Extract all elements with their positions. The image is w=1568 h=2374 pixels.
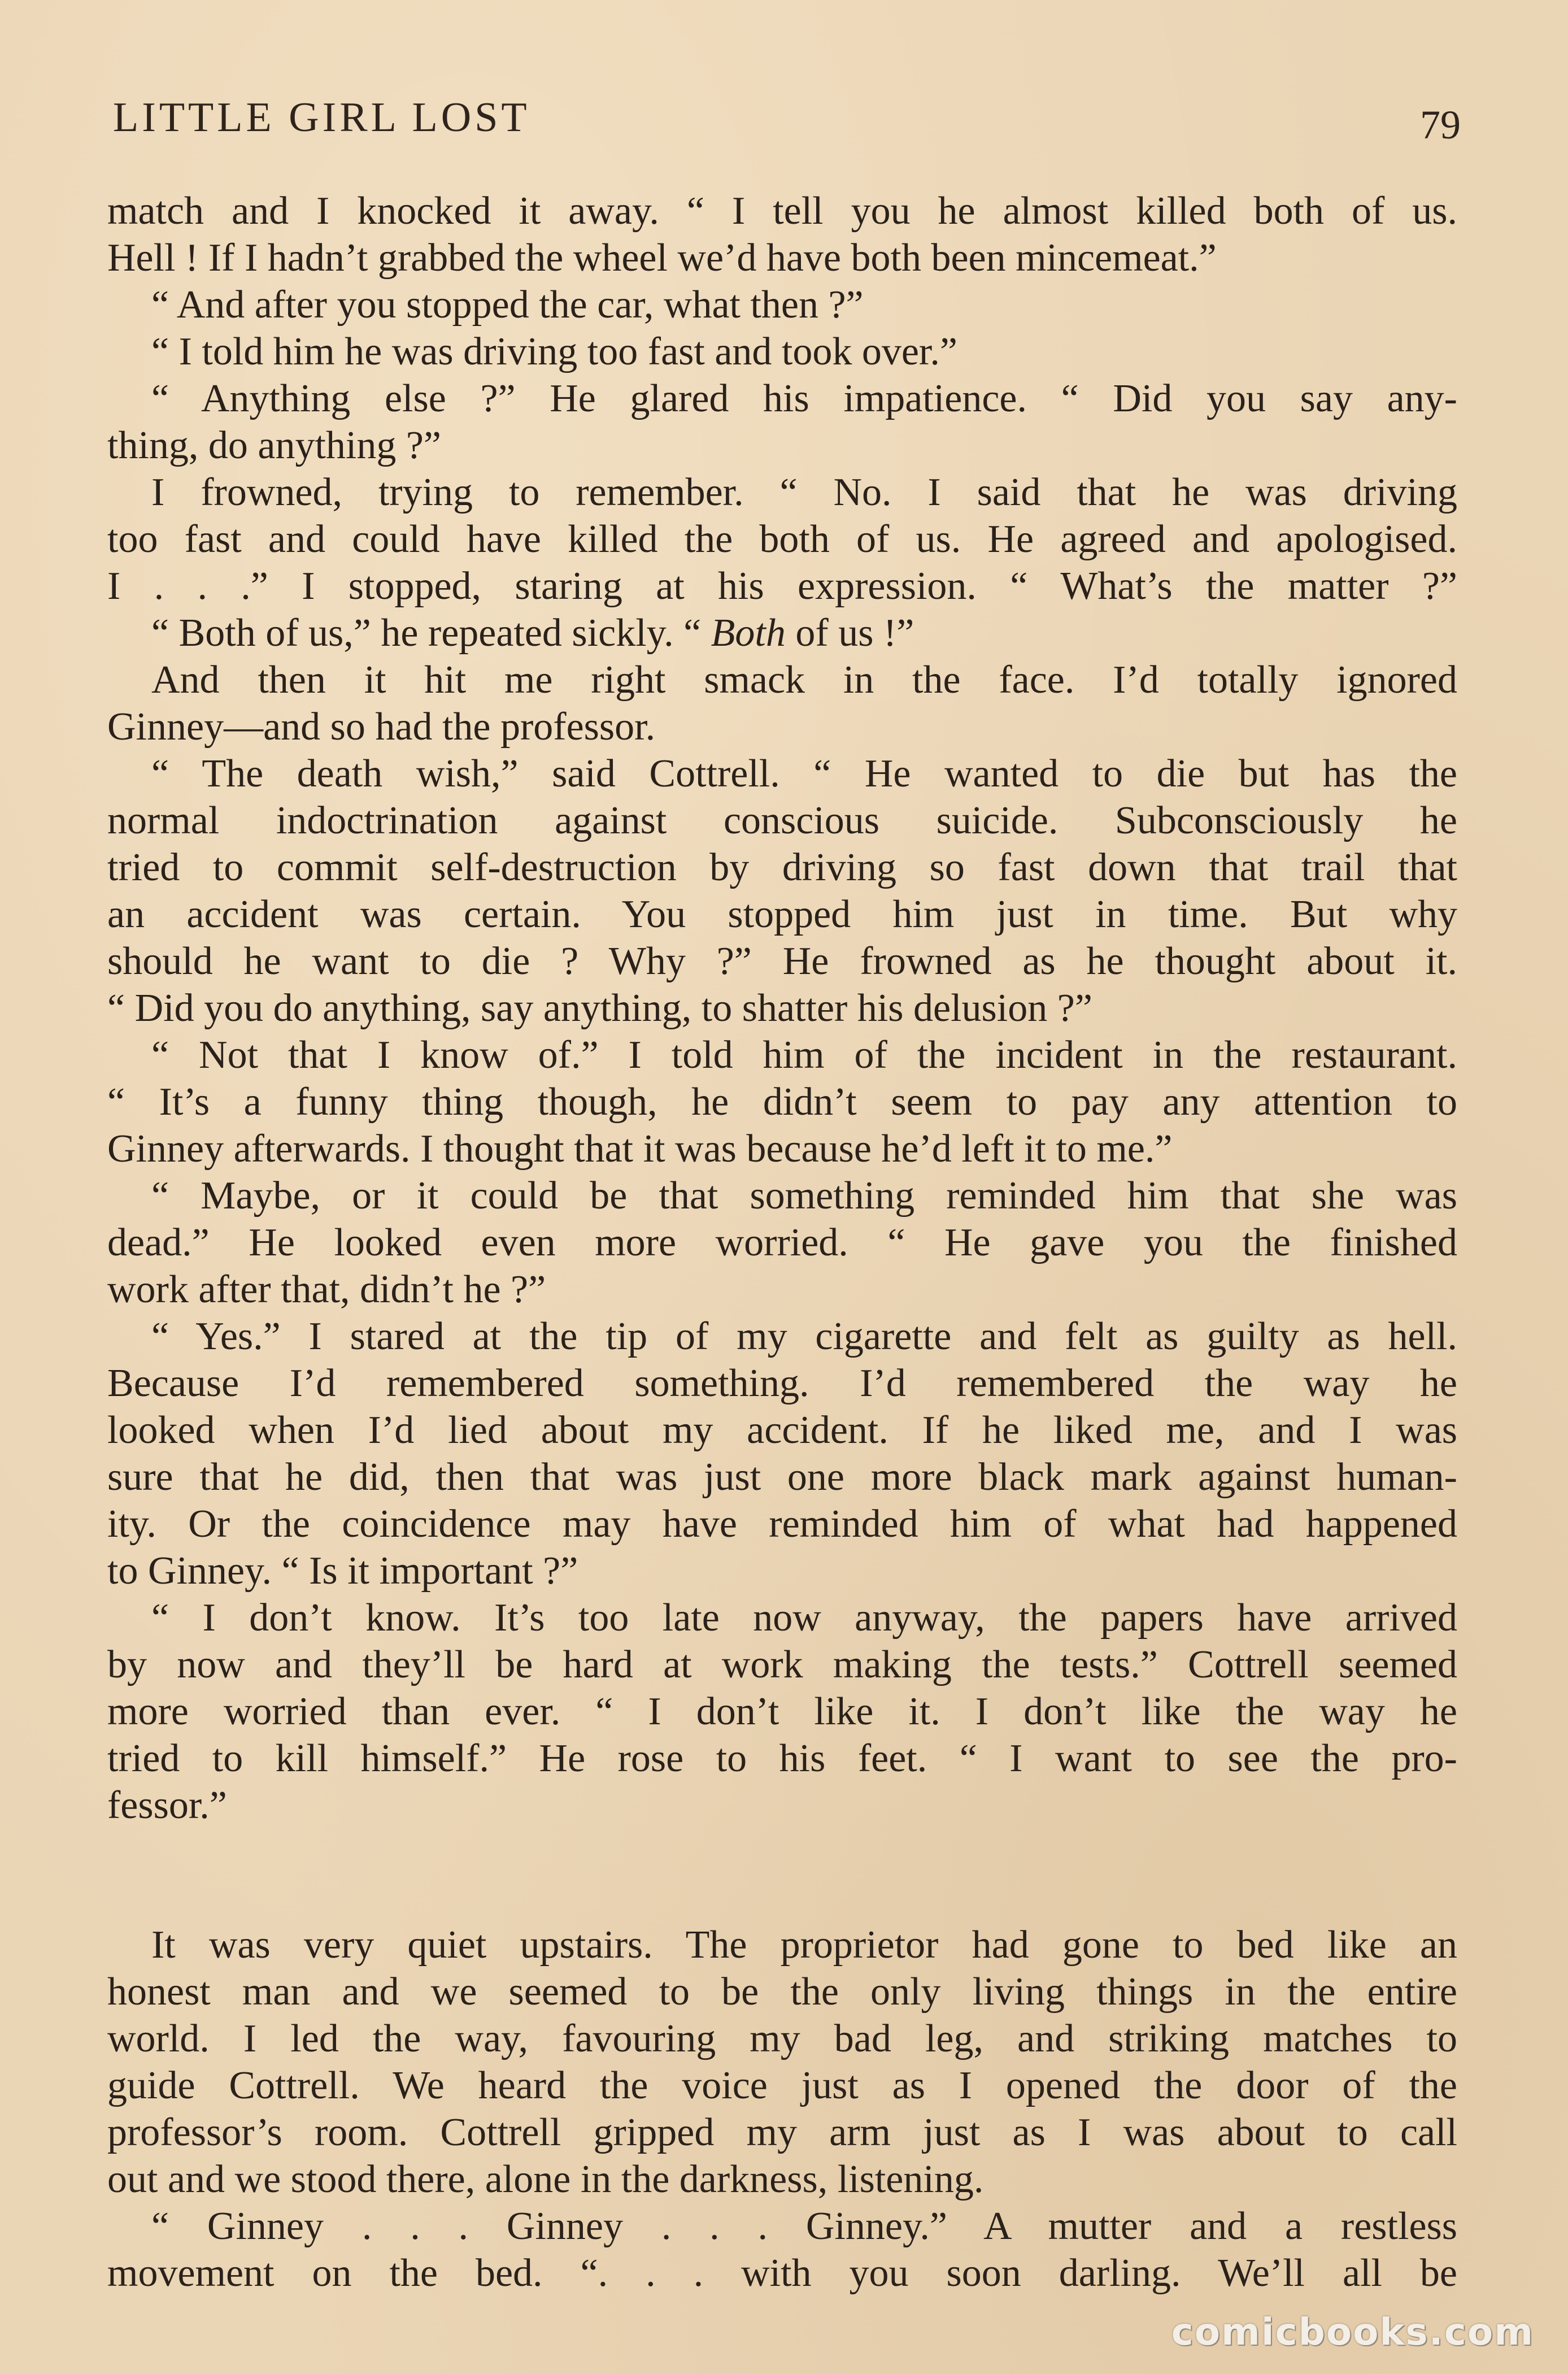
emphasis-text: Both [711, 611, 786, 655]
text-line: to Ginney. “ Is it important ?” [107, 1549, 578, 1593]
text-line: Because I’d remembered something. I’d remembered the way he [107, 1362, 1457, 1405]
text-line: should he want to die ? Why ?” He frowned as he thought about it. [107, 940, 1457, 983]
text-line: an accident was certain. You stopped him just in time. But why [107, 893, 1457, 936]
text-line: ity. Or the coincidence may have reminded him of what had happened [107, 1502, 1457, 1546]
text-line: guide Cottrell. We heard the voice just as I opened the door of the [107, 2064, 1457, 2107]
text-line: “ And after you stopped the car, what then ?” [151, 283, 864, 327]
text-line: honest man and we seemed to be the only living things in the entire [107, 1970, 1457, 2014]
text-line: And then it hit me right smack in the face. I’d totally ignored [151, 658, 1457, 702]
text-line: out and we stood there, alone in the darkness, listening. [107, 2158, 984, 2201]
text-line: world. I led the way, favouring my bad leg, and striking matches to [107, 2017, 1457, 2060]
text-line: looked when I’d lied about my accident. If he liked me, and I was [107, 1408, 1457, 1452]
watermark: comicbooks.com [1171, 2310, 1534, 2354]
text-line: work after that, didn’t he ?” [107, 1268, 546, 1311]
text-line: “ The death wish,” said Cottrell. “ He wanted to die but has the [151, 752, 1457, 795]
text-line: “ Both of us,” he repeated sickly. “ Both of us !” [151, 611, 914, 655]
text-line: dead.” He looked even more worried. “ He gave you the finished [107, 1221, 1457, 1264]
text-line: Ginney—and so had the professor. [107, 705, 656, 749]
text-line: normal indoctrination against conscious suicide. Subconsciously he [107, 799, 1457, 842]
text-line: Hell ! If I hadn’t grabbed the wheel we’d have both been mincemeat.” [107, 236, 1217, 280]
text-line: by now and they’ll be hard at work making the tests.” Cottrell seemed [107, 1643, 1457, 1686]
text-line: “ It’s a funny thing though, he didn’t seem to pay any attention to [107, 1080, 1457, 1124]
text-line: “ Ginney . . . Ginney . . . Ginney.” A mutter and a restless [151, 2205, 1457, 2248]
text-line: thing, do anything ?” [107, 424, 442, 467]
text-line: tried to kill himself.” He rose to his feet. “ I want to see the pro- [107, 1737, 1457, 1780]
section-break [107, 1829, 1457, 1921]
text-line: professor’s room. Cottrell gripped my arm just as I was about to call [107, 2111, 1457, 2154]
text-line: I . . .” I stopped, staring at his expression. “ What’s the matter ?” [107, 564, 1457, 608]
text-line: “ Anything else ?” He glared his impatience. “ Did you say any- [151, 377, 1457, 420]
text-line: movement on the bed. “. . . with you soon darling. We’ll all be [107, 2251, 1457, 2295]
text-line: “ Maybe, or it could be that something reminded him that she was [151, 1174, 1457, 1218]
text-line: I frowned, trying to remember. “ No. I said that he was driving [151, 471, 1457, 514]
text-line: It was very quiet upstairs. The proprietor had gone to bed like an [151, 1923, 1457, 1967]
text-line: “ Not that I know of.” I told him of the incident in the restaurant. [151, 1033, 1457, 1077]
text-line: “ Did you do anything, say anything, to shatter his delusion ?” [107, 986, 1092, 1030]
text-line: fessor.” [107, 1784, 227, 1827]
running-title: LITTLE GIRL LOST [113, 94, 530, 141]
page-number: 79 [1420, 102, 1461, 147]
text-line: sure that he did, then that was just one more black mark against human- [107, 1455, 1457, 1499]
text-line: “ I don’t know. It’s too late now anyway, the papers have arrived [151, 1596, 1457, 1640]
text-line: Ginney afterwards. I thought that it was because he’d left it to me.” [107, 1127, 1173, 1171]
text-line: more worried than ever. “ I don’t like it. I don’t like the way he [107, 1690, 1457, 1733]
text-line: “ Yes.” I stared at the tip of my cigarette and felt as guilty as hell. [151, 1315, 1457, 1358]
body-text [107, 188, 1457, 2297]
text-line: too fast and could have killed the both of us. He agreed and apologised. [107, 518, 1457, 561]
text-line: “ I told him he was driving too fast and took over.” [151, 330, 957, 373]
text-line: match and I knocked it away. “ I tell you he almost killed both of us. [107, 189, 1457, 233]
text-line: tried to commit self-destruction by driving so fast down that trail that [107, 846, 1457, 889]
